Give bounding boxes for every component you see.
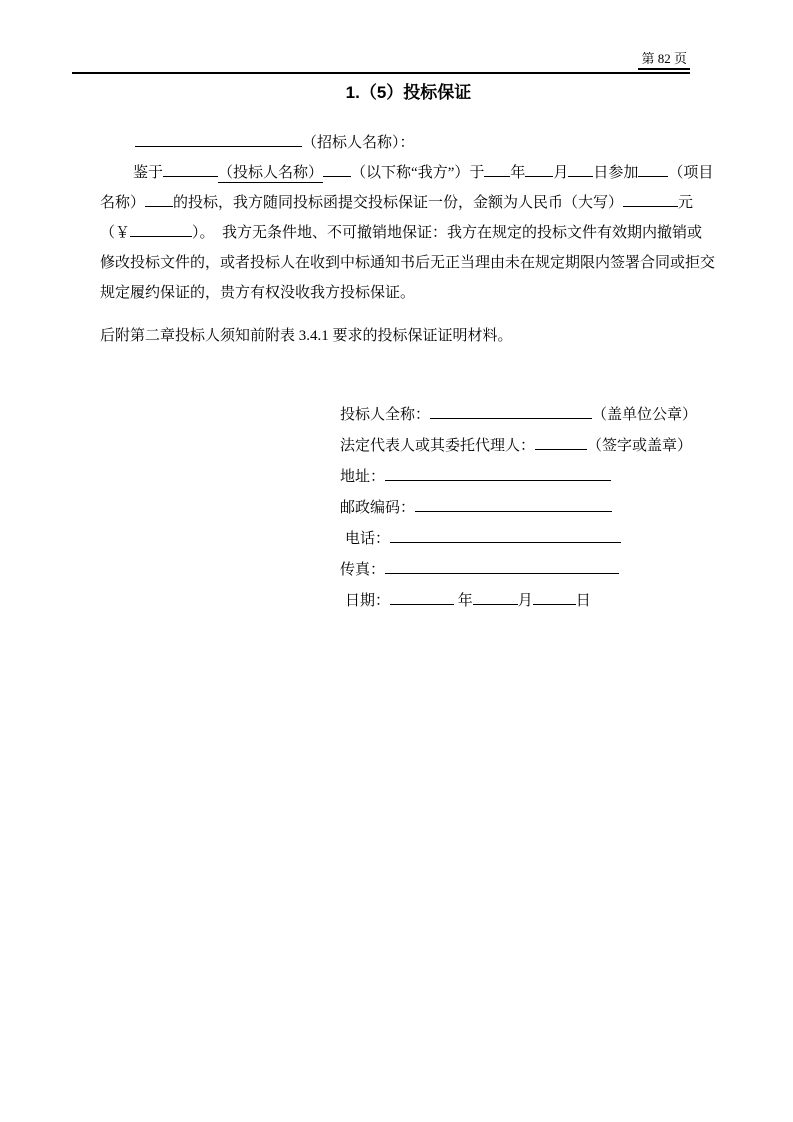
page-header [72,0,690,74]
blank-field [623,192,678,207]
blank-field [473,590,518,605]
text-segment: 修改投标文件的，或者投标人在收到中标通知书后无正当理由未在规定期限内签署合同或拒交 [100,255,716,271]
text-segment: 月 [553,165,569,181]
blank-field [484,162,510,177]
text-segment: 电话： [345,531,391,547]
indent-spacer [100,146,135,147]
text-segment: 日 [575,593,591,609]
text-segment: 日期： [345,593,391,609]
signature-row-bidder-name [340,400,717,431]
text-segment: 地址： [340,469,386,485]
text-segment: 的投标，我方随同投标函提交投标保证一份，金额为人民币（大写） [173,195,624,211]
text-segment: 投标人全称： [340,407,431,423]
blank-field [533,590,576,605]
paragraph-line [100,248,717,278]
signature-block [340,400,717,617]
paragraph-line [100,278,717,308]
blank-field [638,162,668,177]
text-segment: 年 [454,593,473,609]
blank-field [130,222,192,237]
paragraph-line [100,218,717,248]
blank-field [430,404,592,419]
addressee-line [100,128,717,158]
text-segment: （签字或盖章） [587,438,693,454]
blank-field [390,590,454,605]
page-number: 第 82 页 [638,51,690,70]
signature-row-fax [340,555,717,586]
text-segment: 邮政编码： [340,500,416,516]
blank-field [323,162,351,177]
attachment-note: 后附第二章投标人须知前附表 3.4.1 要求的投标保证证明材料。 [100,328,513,344]
text-segment: （项目 [668,165,714,181]
signature-row-address [340,462,717,493]
text-segment: （盖单位公章） [592,407,698,423]
blank-field [385,466,611,481]
text-segment: 法定代表人或其委托代理人： [340,438,536,454]
blank-field [568,162,593,177]
text-segment: 传真： [340,562,386,578]
signature-row-postal-code [340,493,717,524]
blank-field [163,162,218,177]
document-body [100,128,717,617]
guarantee-paragraph [100,158,717,308]
underlined-text-segment: （投标人名称） [218,165,324,181]
blank-field [535,435,587,450]
signature-row-legal-representative [340,431,717,462]
text-segment: （招标人名称）： [302,135,415,151]
text-segment: 月 [517,593,533,609]
indent-spacer [100,176,133,177]
text-segment: 规定履约保证的，贵方有权没收我方投标保证。 [100,285,416,301]
text-segment: 元 [678,195,694,211]
blank-field [525,162,553,177]
blank-field [415,497,612,512]
paragraph-line [100,188,717,218]
text-segment: （以下称“我方”）于 [351,165,485,181]
blank-field [385,559,619,574]
paragraph-line [100,158,717,188]
document-title: 1.（5）投标保证 [345,83,472,102]
blank-field [390,528,621,543]
blank-field [145,192,173,207]
text-segment: （￥ [100,225,131,241]
text-segment: 年 [510,165,526,181]
text-segment: 日参加 [593,165,639,181]
text-segment: 名称） [100,195,146,211]
signature-row-phone [340,524,717,555]
blank-field [135,132,302,147]
text-segment: 鉴于 [133,165,164,181]
text-segment: ）。 我方无条件地、不可撤销地保证：我方在规定的投标文件有效期内撤销或 [192,225,703,241]
signature-row-date [340,586,717,617]
